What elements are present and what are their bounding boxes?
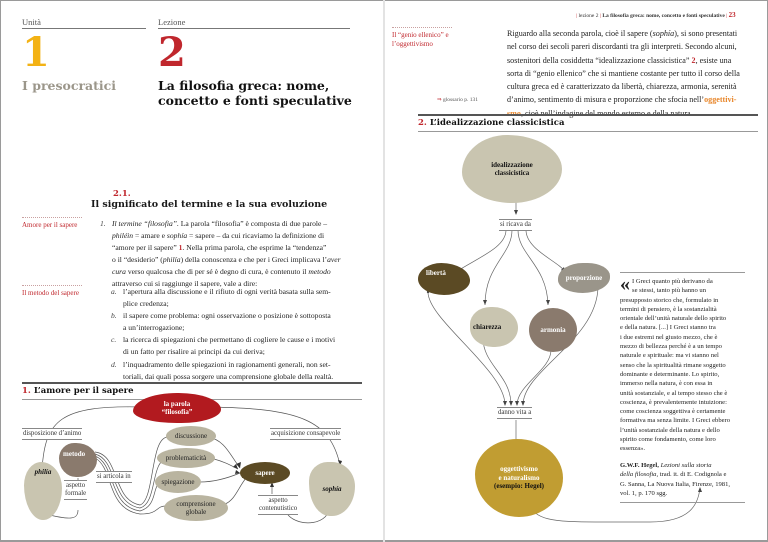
label-text: contenutistico — [259, 505, 298, 512]
node-text: comprensione — [176, 499, 216, 508]
unit-number: 1 — [22, 29, 50, 76]
quote-line: spirito come fondamento, come loro — [620, 436, 716, 444]
text-run: o il “desiderio” ( — [112, 255, 163, 265]
quote-line: formativa ma senza limite. I Greci ebbero — [620, 417, 731, 425]
quote-line: presupposto storico che, formulato in — [620, 296, 719, 304]
unit-label: Unità — [22, 17, 41, 27]
text-run: ) della conoscenza e che per i Greci implicava l’ — [180, 255, 328, 265]
node-idealizzazione-classicistica — [462, 135, 562, 203]
quote-line: mezzo di bellezza perché è a un tempo — [620, 343, 722, 351]
quote-work: Lezioni sulla storia — [660, 462, 712, 469]
list-marker: d. — [111, 359, 117, 369]
text-run: verso qualcosa che di per sé è degno di cura, è contenuto il — [125, 267, 309, 277]
quote-bottom-rule — [620, 502, 745, 503]
list-text: l’apertura alla discussione e il rifiuto di ogni verità basata sulla sem- — [123, 287, 331, 296]
text-run: nel corso dei secoli pareri discordanti tra gli interpreti. Secondo alcuni, — [507, 42, 737, 52]
text-run: sophía — [652, 29, 675, 38]
text-run: aver — [327, 255, 341, 265]
node-discussione: discussione — [166, 426, 216, 446]
quote-citation — [620, 461, 750, 498]
text-run: = amare e — [133, 231, 167, 241]
list-marker: a. — [111, 287, 117, 296]
figure-ref-2[interactable]: 2 — [691, 55, 696, 65]
quote-line: essenza». — [620, 445, 646, 453]
quote-line: dominante e determinante. Lo spirito, — [620, 370, 720, 378]
diagram-title: L’idealizzazione classicistica — [429, 118, 565, 128]
text-run: philía — [162, 255, 181, 265]
node-oggettivismo — [475, 439, 563, 517]
text-run: ), si sono presentati — [674, 29, 738, 38]
text-run: sostenitori della cosiddetta “idealizzazione classicistica” — [507, 55, 692, 65]
text-run: Riguardo alla seconda parola, cioè il sapere ( — [507, 29, 653, 38]
quote-line: e della natura. [...] I Greci stanno tra — [620, 324, 716, 332]
lesson-title-line1: La filosofia greca: nome, — [158, 78, 330, 93]
list-text: plice credenza; — [123, 299, 169, 309]
glossary-term-oggettivismo[interactable]: oggettivi- — [704, 95, 737, 105]
node-spiegazione: spiegazione — [155, 471, 201, 493]
margin-note-metodo: Il metodo del sapere — [22, 285, 82, 298]
text-run: cura — [112, 267, 126, 277]
glossary-ref-text: glossario p. 131 — [442, 97, 478, 103]
margin-note-text: l’oggettivismo — [392, 40, 433, 48]
hegel-quote — [620, 273, 750, 454]
list-marker: c. — [111, 335, 117, 345]
running-head-bar: | — [576, 13, 578, 19]
quote-line: immerso nella natura, è con essa in — [620, 380, 713, 388]
quote-line: termini di pensiero, è la sostanzialità — [620, 305, 717, 313]
paragraph-marker: 1. — [100, 219, 106, 228]
label-text: aspetto — [65, 482, 86, 489]
running-head-lesson: lezione 2 — [578, 13, 599, 19]
page-number: 23 — [728, 11, 736, 19]
node-sapere: sapere — [240, 462, 290, 484]
node-text: e naturalismo — [498, 473, 540, 482]
label-danno-vita-a: danno vita a — [497, 407, 532, 419]
quote-line: coscienza, è prevalentemente intuizione: — [620, 398, 727, 406]
node-text: (esempio: Hegel) — [494, 482, 544, 491]
node-text: idealizzazione — [491, 160, 533, 169]
running-head-bar: | — [726, 13, 728, 19]
node-text: globale — [185, 508, 207, 516]
lesson-label: Lezione — [158, 17, 186, 27]
node-armonia: armonia — [529, 308, 577, 352]
diagram-title: L’amore per il sapere — [33, 386, 134, 396]
lesson-title-line2: concetto e fonti speculative — [158, 93, 352, 108]
text-run: sophía — [166, 231, 188, 241]
quote-line: orientale dell’unità naturale dello spirito — [620, 315, 727, 323]
list-text: a un’interrogazione; — [123, 323, 185, 333]
margin-note-text: Il “genio ellenico” e — [392, 31, 449, 39]
margin-note-amore: Amore per il sapere — [22, 217, 82, 230]
label-text: aspetto — [268, 497, 288, 504]
quote-line: I Greci quanto più derivano da — [632, 278, 713, 285]
node-text: “filosofia” — [161, 408, 193, 416]
list-text: toriali, dai quali possa sorgere una comprensione globale della realtà. — [123, 371, 334, 381]
lesson-number: 2 — [158, 29, 186, 76]
label-text: formale — [65, 490, 87, 497]
quote-line: se stessi, tanto più hanno un — [632, 287, 706, 295]
node-sophia: sophía — [309, 462, 355, 516]
node-text: la parola — [163, 399, 191, 408]
text-run: metodo — [308, 267, 331, 277]
text-run: attraverso cui si raggiunge il sapere, vale a dire: — [112, 279, 258, 289]
node-chiarezza: chiarezza — [470, 307, 518, 347]
quote-line: l’unità sostanziale della natura e dello — [620, 426, 720, 434]
quote-top-rule — [620, 272, 745, 273]
node-proporzione: proporzione — [558, 263, 610, 293]
list-text: di un fatto per risalire ai principi da cui deriva; — [123, 347, 265, 357]
quote-line: unità sostanziale, e al tempo stesso che è — [620, 389, 728, 397]
section-number: 2.1. — [113, 189, 131, 199]
list-text: la ricerca di spiegazioni che permettano di cogliere le cause e i motivi — [123, 335, 336, 345]
list-text: l’inquadramento delle spiegazioni in ragionamenti generali, non set- — [123, 359, 331, 369]
quote-mark-icon: « — [620, 273, 630, 295]
arrow-icon: ⇒ — [437, 97, 442, 103]
label-disposizione: disposizione d’animo — [22, 428, 82, 440]
running-head-bar: | — [599, 13, 601, 19]
text-run: . Nella prima parola, che esprime la “tendenza” — [182, 243, 327, 253]
node-text: classicistica — [494, 169, 530, 177]
running-head-title: La filosofia greca: nome, concetto e fonti speculative — [602, 13, 725, 19]
node-problematicita: problematicità — [157, 448, 215, 468]
figure-ref-1[interactable]: 1 — [178, 243, 183, 253]
node-metodo: metodo — [59, 443, 97, 477]
paragraph-lead: Il termine “filosofia”. — [112, 219, 179, 228]
text-run: , cioè nell’indagine del mondo esterno e della natura. — [520, 108, 693, 118]
text-run: d’animo, sentimento di misura e proporzione che sfocia nell’ — [507, 95, 705, 105]
diagram-number: 2. — [418, 118, 427, 128]
text-run: , esiste una — [695, 55, 732, 65]
section-title: Il significato del termine e la sua evoluzione — [91, 199, 328, 210]
text-run: = sapere – da cui ricaviamo la definizione di — [187, 231, 325, 241]
node-philia: philía — [24, 462, 62, 520]
label-si-articola-in: si articola in — [96, 471, 132, 483]
unit-title: I presocratici — [22, 78, 117, 93]
label-acquisizione: acquisizione consapevole — [270, 428, 341, 440]
citation-text: vol. 1, p. 170 sgg. — [620, 489, 668, 497]
diagram-number: 1. — [22, 386, 31, 396]
quote-line: senso che la spiritualità rimane soggetto — [620, 361, 726, 369]
quote-work: della filosofia — [620, 471, 657, 479]
text-run: La parola “filosofia” è composta di due parole – — [178, 219, 328, 228]
quote-line: i due estremi nel giusto mezzo, che è — [620, 333, 718, 341]
list-marker: b. — [111, 311, 117, 321]
label-si-ricava-da: si ricava da — [499, 219, 532, 231]
text-run: sorta di “genio ellenico” che si mantiene costante per tutto il corso della — [507, 68, 740, 78]
text-run: “amore per il sapere” — [112, 243, 179, 253]
quote-line: naturale e spirituale: ma vi stanno nel — [620, 352, 719, 360]
quote-line: come coscienza soggettiva è certamente — [620, 408, 726, 416]
text-run: cultura greca ed è caratterizzato da libertà, chiarezza, armonia, serenità — [507, 82, 737, 92]
list-text: il sapere come problema: ogni osservazione o posizione è sottoposta — [123, 311, 331, 321]
citation-text: , trad. it. di E. Codignola e — [656, 471, 727, 479]
quote-author: G.W.F. Hegel, — [620, 462, 659, 469]
node-text: oggettivismo — [500, 465, 538, 474]
citation-text: G. Sanna, La Nuova Italia, Firenze, 1981, — [620, 480, 731, 488]
node-liberta: libertà — [418, 263, 470, 295]
text-run: philéin — [112, 231, 134, 241]
glossary-term-oggettivismo[interactable]: smo — [507, 108, 521, 118]
